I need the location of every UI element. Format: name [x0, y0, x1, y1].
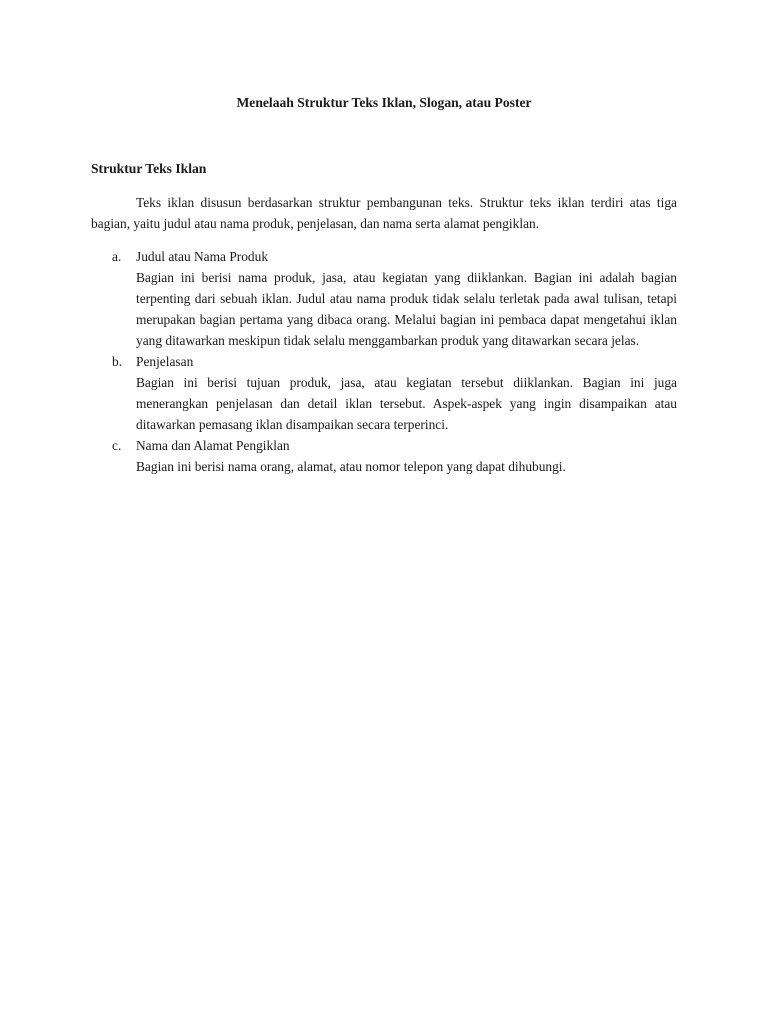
list-item-body: Bagian ini berisi tujuan produk, jasa, atau kegiatan tersebut diiklankan. Bagian ini juga menerangkan penjelasan dan detail iklan tersebut. Aspek-aspek yang ingin disampaikan atau ditawarkan pemasang iklan disampaikan secara terperinci.	[136, 375, 677, 432]
list-marker: c.	[112, 438, 122, 453]
document-title: Menelaah Struktur Teks Iklan, Slogan, atau Poster	[236, 95, 532, 110]
list-item-title: Judul atau Nama Produk	[136, 249, 269, 264]
intro-paragraph: Teks iklan disusun berdasarkan struktur pembangunan teks. Struktur teks iklan terdiri atas tiga bagian, yaitu judul atau nama produk, penjelasan, dan nama serta alamat pengiklan.	[91, 195, 677, 231]
list-marker: b.	[112, 354, 123, 369]
list-item-body: Bagian ini berisi nama orang, alamat, atau nomor telepon yang dapat dihubungi.	[136, 459, 566, 474]
list-item-nama-alamat	[91, 435, 677, 477]
structure-list	[91, 246, 677, 477]
list-item-title: Penjelasan	[136, 354, 194, 369]
section-heading: Struktur Teks Iklan	[91, 161, 207, 176]
list-item-penjelasan	[91, 351, 677, 435]
list-item-title: Nama dan Alamat Pengiklan	[136, 438, 290, 453]
list-item-body: Bagian ini berisi nama produk, jasa, atau kegiatan yang diiklankan. Bagian ini adalah bagian terpenting dari sebuah iklan. Judul atau nama produk tidak selalu terletak pada awal tulisan, tetapi merupakan bagian pertama yang dibaca orang. Melalui bagian ini pembaca dapat mengetahui iklan yang ditawarkan meskipun tidak selalu menggambarkan produk yang ditawarkan secara jelas.	[136, 270, 677, 348]
list-item-judul	[91, 246, 677, 351]
list-marker: a.	[112, 249, 122, 264]
